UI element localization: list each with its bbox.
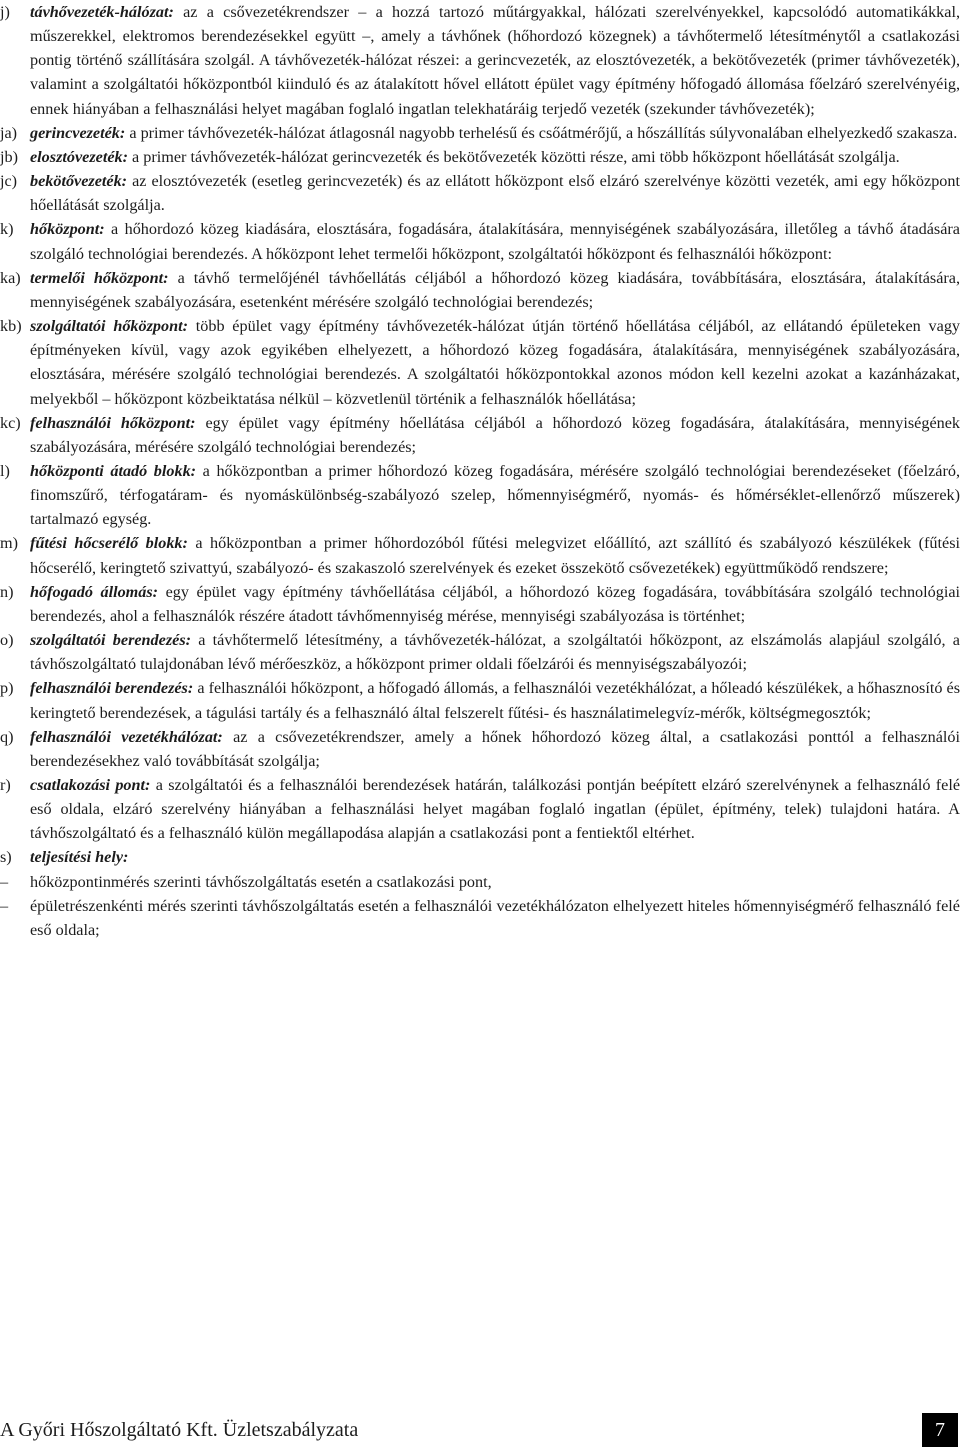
definition-item <box>0 628 960 676</box>
defined-term: hőközpont: <box>30 220 105 239</box>
item-body <box>30 217 960 265</box>
definition-item <box>0 845 960 869</box>
definition-text: a primer távhővezeték-hálózat gerincvezeték és bekötővezeték közötti része, ami több hőközpont hőellátását szolgálja. <box>132 147 900 166</box>
definition-item <box>0 459 960 531</box>
item-label: l) <box>0 461 10 480</box>
bullet-item <box>0 894 960 942</box>
definition-text: az a csővezetékrendszer – a hozzá tartozó műtárgyakkal, hálózati szerelvényekkel, kapcsolódó automatikákkal, műszerekkel, elektromos berendezésekkel együtt –, amely a távhőnek (hőhordozó közegnek) a távhőtermelő létesítménytől a csatlakozási pontig történő szállítására szolgál. A távhővezeték-hálózat részei: a gerincvezeték, az elosztóvezeték, a bekötővezeték (primer távhővezeték), valamint a szolgáltatói hőközpontból kiinduló és az átalakított hővel ellátott épület vagy építmény hőfogadó állomása főelzáró szerelvényéig, ennek hiányában a felhasználási helyet magában foglaló ingatlan telekhatáráig terjedő vezeték (szekunder távhővezeték); <box>30 3 960 118</box>
definition-item <box>0 580 960 628</box>
bullet-item <box>0 870 960 894</box>
item-body <box>30 531 960 579</box>
item-body <box>30 725 960 773</box>
dash-marker: – <box>0 872 9 891</box>
item-label: jb) <box>0 147 18 166</box>
defined-term: felhasználói hőközpont: <box>30 413 196 432</box>
item-label: ka) <box>0 268 21 287</box>
definition-text: az a csővezetékrendszer, amely a hőnek hőhordozó közeg által, a csatlakozási ponttól a felhasználói berendezésekhez való továbbítását szolgálja; <box>30 727 960 770</box>
defined-term: hőfogadó állomás: <box>30 582 159 601</box>
definition-item <box>0 169 960 217</box>
definition-text: több épület vagy építmény távhővezeték-hálózat útján történő hőellátása céljából, az ellátandó épületeken vagy építményeken kívül, vagy azok egyikében elhelyezett, a hőhordozó közeg fogadására, átalakítására, mennyiségének szabályozására, elosztására, mérésére szolgáló technológiai berendezés. A szolgáltatói hőközpontokkal azonos módon kell kezelni azokat a kazánházakat, melyekből – hőközpont közbeiktatása nélkül – közvetlenül történik a felhasználók hőellátása; <box>30 317 960 408</box>
item-body <box>30 266 960 314</box>
item-label: ja) <box>0 123 18 142</box>
definition-item <box>0 266 960 314</box>
definition-text: a távhő termelőjénél távhőellátás céljából a hőhordozó közeg kiadására, továbbítására, elosztására, átalakítására, mennyiségének szabályozására, esetenként mérésére szolgáló technológiai berendezés; <box>30 268 960 311</box>
definition-text: egy épület vagy építmény távhőellátása céljából, a hőhordozó közeg fogadására, továbbítására szolgáló technológiai berendezés, ahol a felhasználók részére átadott távhőmennyiség mérése, mennyiségi szabályozása is történhet; <box>30 582 960 625</box>
bullet-text: hőközpontinmérés szerinti távhőszolgáltatás esetén a csatlakozási pont, <box>30 872 492 891</box>
item-body <box>30 0 960 121</box>
item-body <box>30 580 960 628</box>
item-label: n) <box>0 582 14 601</box>
defined-term: távhővezeték-hálózat: <box>30 3 174 21</box>
item-body <box>30 169 960 217</box>
page-footer <box>0 1413 960 1447</box>
definition-item <box>0 217 960 265</box>
definition-item <box>0 773 960 845</box>
definition-text: a hőközpontban a primer hőhordozó közeg fogadására, mérésére szolgáló technológiai berendezéseket (főelzáró, finomszűrő, térfogatáram- és nyomáskülönbség-szabályozó szelep, hőmennyiségmérő, nyomás- és hőmérséklet-ellenőrző műszerek) tartalmazó egység. <box>30 461 960 529</box>
definition-text: a felhasználói hőközpont, a hőfogadó állomás, a felhasználói vezetékhálózat, a hőleadó készülékek, a hőhasznosító és keringtető berendezések, a tágulási tartály és a felhasználó által felszerelt fűtési- és használatimelegvíz-mérők, költségmegosztók; <box>30 679 960 722</box>
item-label: m) <box>0 534 18 553</box>
defined-term: fűtési hőcserélő blokk: <box>30 534 188 553</box>
item-label: p) <box>0 679 14 698</box>
definition-text: a távhőtermelő létesítmény, a távhővezeték-hálózat, a szolgáltatói hőközpont, az elszámolás alapjául szolgáló, a távhőszolgáltató tulajdonában lévő mérőeszköz, a hőközpont primer oldali főelzárói és mennyiségszabályozói; <box>30 631 960 674</box>
item-label: kb) <box>0 317 22 336</box>
definition-item <box>0 676 960 724</box>
defined-term: csatlakozási pont: <box>30 776 151 794</box>
definition-item <box>0 314 960 411</box>
defined-term: gerincvezeték: <box>30 123 126 142</box>
item-label: r) <box>0 776 11 794</box>
definition-text: a hőközpontban a primer hőhordozóból fűtési melegvizet előállító, azt szállító és szabályozó készülékek (fűtési hőcserélő, keringtető szivattyú, szabályozó- és szakaszoló szerelvények és ezeket összekötő csővezetékek) együttműködő rendszere; <box>30 534 960 577</box>
definition-item <box>0 531 960 579</box>
definition-text: a szolgáltatói és a felhasználói berendezések határán, találkozási pontján beépített elzáró szerelvénynek a felhasználó felé eső oldala, elzáró szerelvény hiányában a felhasználási helyet magában foglaló ingatlan (épület, építmény, telek) tulajdoni határa. A távhőszolgáltató és a felhasználó külön megállapodása alapján a csatlakozási pont a fentiektől eltérhet. <box>30 776 960 843</box>
definition-item <box>0 121 960 145</box>
definition-item <box>0 0 960 121</box>
definition-item <box>0 145 960 169</box>
definition-text: az elosztóvezeték (esetleg gerincvezeték) és az ellátott hőközpont első elzáró szerelvénye közötti vezeték, ami egy hőközpont hőellátását szolgálja. <box>30 172 960 215</box>
footer-title: A Győri Hőszolgáltató Kft. Üzletszabályzata <box>0 1419 359 1441</box>
defined-term: szolgáltatói berendezés: <box>30 631 192 650</box>
item-body <box>30 628 960 676</box>
item-label: q) <box>0 727 14 746</box>
defined-term: hőközponti átadó blokk: <box>30 461 197 480</box>
item-label: k) <box>0 220 14 239</box>
definition-item <box>0 411 960 459</box>
page-number: 7 <box>922 1413 958 1447</box>
bullet-list <box>0 870 960 942</box>
item-label: o) <box>0 631 14 650</box>
defined-term: elosztóvezeték: <box>30 147 128 166</box>
item-body <box>30 314 960 411</box>
defined-term: szolgáltatói hőközpont: <box>30 317 188 336</box>
definition-item <box>0 725 960 773</box>
defined-term: bekötővezeték: <box>30 172 128 191</box>
item-body <box>30 773 960 845</box>
item-body <box>30 121 960 145</box>
item-label: s) <box>0 848 12 867</box>
defined-term: teljesítési hely: <box>30 848 129 867</box>
item-body <box>30 459 960 531</box>
definition-text: egy épület vagy építmény hőellátása céljából a hőhordozó közeg fogadására, átalakítására, mennyiségének szabályozására, mérésére szolgáló technológiai berendezés; <box>30 413 960 456</box>
dash-marker: – <box>0 896 9 915</box>
item-body <box>30 845 960 869</box>
item-label: jc) <box>0 172 18 191</box>
item-label: kc) <box>0 413 21 432</box>
bullet-text: épületrészenkénti mérés szerinti távhőszolgáltatás esetén a felhasználói vezetékhálózaton elhelyezett hiteles hőmennyiségmérő felhasználó felé eső oldala; <box>30 896 960 939</box>
item-body <box>30 145 960 169</box>
item-body <box>30 411 960 459</box>
item-body <box>30 676 960 724</box>
definition-text: a hőhordozó közeg kiadására, elosztására, fogadására, átalakítására, mennyiségének szabályozására, illetőleg a távhő átadására szolgáló technológiai berendezés. A hőközpont lehet termelői hőközpont, szolgáltatói hőközpont és felhasználói hőközpont: <box>30 220 960 263</box>
defined-term: felhasználói berendezés: <box>30 679 194 698</box>
defined-term: termelői hőközpont: <box>30 268 169 287</box>
item-label: j) <box>0 3 10 21</box>
definition-text: a primer távhővezeték-hálózat átlagosnál nagyobb terhelésű és csőátmérőjű, a hőszállítás súlyvonalában elhelyezkedő szakasza. <box>129 123 958 142</box>
defined-term: felhasználói vezetékhálózat: <box>30 727 223 746</box>
